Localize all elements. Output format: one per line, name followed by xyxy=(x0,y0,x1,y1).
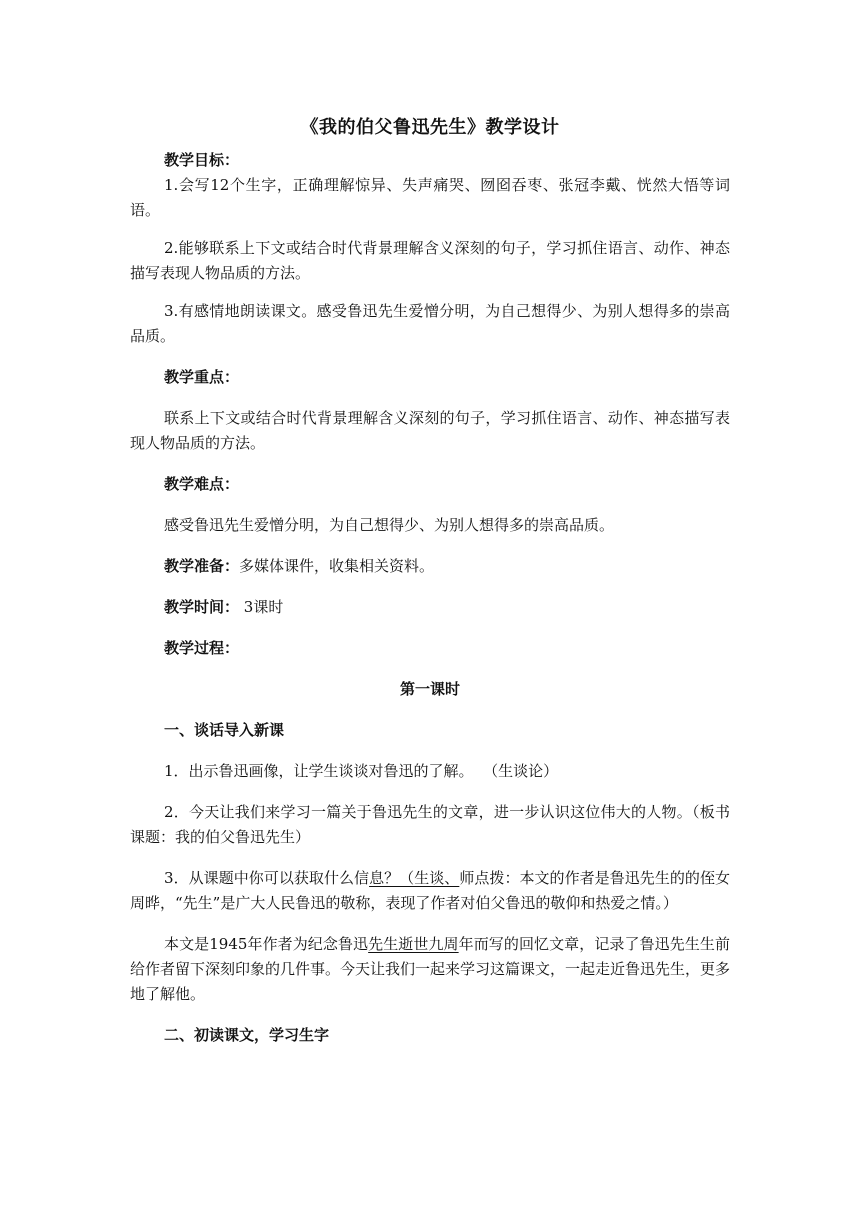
lesson-1-heading: 第一课时 xyxy=(399,680,460,698)
preparation-line xyxy=(130,554,730,579)
difficulties-heading: 教学难点： xyxy=(164,475,240,493)
objectives-heading: 教学目标： xyxy=(164,151,240,169)
preparation-text: 多媒体课件，收集相关资料。 xyxy=(239,557,435,575)
time-line xyxy=(130,595,730,620)
preparation-label: 教学准备： xyxy=(164,557,240,575)
key-points-heading: 教学重点： xyxy=(164,368,240,386)
intro-underlined: 先生逝世九周 xyxy=(368,935,459,953)
document-title: 《我的伯父鲁迅先生》教学设计 xyxy=(300,117,560,138)
step-1: 1．出示鲁迅画像，让学生谈谈对鲁迅的了解。 （生谈论） xyxy=(164,762,559,780)
objective-1: 1.会写12个生字，正确理解惊异、失声痛哭、囫囵吞枣、张冠李戴、恍然大悟等词语。 xyxy=(130,176,730,219)
time-text: 3课时 xyxy=(239,598,284,616)
key-points-text: 联系上下文或结合时代背景理解含义深刻的句子，学习抓住语言、动作、神态描写表现人物品质的方法。 xyxy=(130,409,730,452)
objective-3: 3.有感情地朗读课文。感受鲁迅先生爱憎分明，为自己想得少、为别人想得多的崇高品质。 xyxy=(130,302,730,345)
time-label: 教学时间： xyxy=(164,598,240,616)
step-3 xyxy=(130,866,730,916)
intro-part-a: 本文是1945年作者为纪念鲁迅 xyxy=(164,935,369,953)
intro-part-b: 年而写的回忆文章，记录了鲁迅先生生前给作者留下深刻印象的几件事。今天让我们一起来学习这篇课文，一起走近鲁迅先生，更多地了解他。 xyxy=(130,935,731,1003)
section-1-heading: 一、谈话导入新课 xyxy=(164,721,285,739)
step-3-underlined: 息？（生谈、 xyxy=(369,869,460,887)
document-page xyxy=(130,112,730,1048)
objective-2: 2.能够联系上下文或结合时代背景理解含义深刻的句子，学习抓住语言、动作、神态描写表现人物品质的方法。 xyxy=(130,239,730,282)
step-2: 2．今天让我们来学习一篇关于鲁迅先生的文章，进一步认识这位伟大的人物。（板书课题：我的伯父鲁迅先生） xyxy=(130,803,730,846)
intro-paragraph xyxy=(130,932,730,1007)
process-heading: 教学过程： xyxy=(164,639,240,657)
difficulties-text: 感受鲁迅先生爱憎分明，为自己想得少、为别人想得多的崇高品质。 xyxy=(164,516,615,534)
step-3-part-a: 3．从课题中你可以获取什么信 xyxy=(164,869,370,887)
section-2-heading: 二、初读课文，学习生字 xyxy=(164,1026,330,1044)
step-3-part-b: 师点拨：本文的作者是鲁迅先生的的侄女周晔，“先生”是广大人民鲁迅的敬称，表现了作者对伯父鲁迅的敬仰和热爱之情。） xyxy=(130,869,730,912)
